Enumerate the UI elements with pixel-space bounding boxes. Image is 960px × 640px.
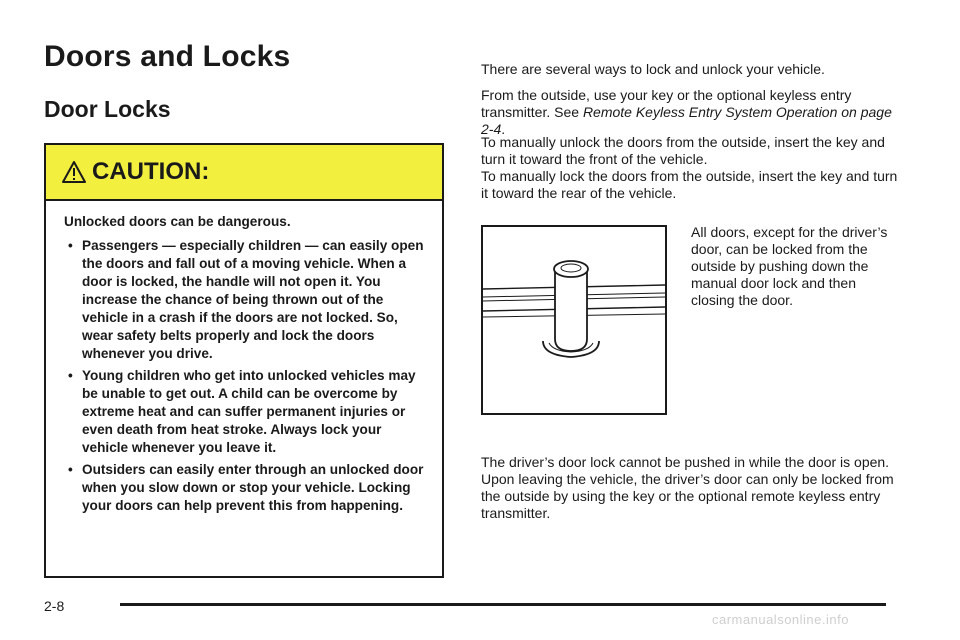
- section-heading: Door Locks: [44, 96, 171, 122]
- bullet-icon: •: [68, 238, 73, 253]
- watermark: carmanualsonline.info: [712, 612, 849, 627]
- outside-text-end: .: [501, 121, 506, 137]
- page-number: 2-8: [44, 598, 65, 614]
- outside-paragraph: [481, 87, 901, 138]
- caution-item: [64, 461, 424, 515]
- footer-rule: [120, 603, 886, 606]
- caution-lead: Unlocked doors can be dangerous.: [64, 214, 291, 229]
- door-lock-paragraph: All doors, except for the driver’s door, can be locked from the outside by pushing down the manual door lock and then closing the door.: [691, 224, 888, 308]
- caution-item: [64, 237, 424, 363]
- warning-triangle-icon: [62, 160, 86, 184]
- intro-paragraph: There are several ways to lock and unlock your vehicle.: [481, 61, 825, 77]
- outside-text: From the outside, use your key or the optional keyless entry transmitter. See: [481, 87, 852, 120]
- bullet-icon: •: [68, 368, 73, 383]
- caution-title: CAUTION:: [92, 158, 210, 185]
- manual-lock-paragraph: [481, 134, 901, 202]
- driver-door-paragraph: The driver’s door lock cannot be pushed in while the door is open. Upon leaving the vehicle, the driver’s door can only be locked from the outside by using the key or the optional remote keyless entry transmitter.: [481, 454, 894, 521]
- door-lock-knob-icon: [483, 227, 665, 413]
- caution-list: [64, 237, 424, 515]
- bullet-icon: •: [68, 462, 73, 477]
- caution-box: [44, 143, 444, 578]
- caution-item-text: Passengers — especially children — can easily open the doors and fall out of a moving vehicle. When a door is locked, the handle will not open it. You increase the chance of being thrown out of the vehicle in a crash if the doors are not locked. So, wear safety belts properly and lock the doors whenever you drive.: [82, 238, 424, 361]
- unlock-instruction: To manually unlock the doors from the outside, insert the key and turn it toward the front of the vehicle.: [481, 134, 885, 167]
- caution-item-text: Young children who get into unlocked vehicles may be unable to get out. A child can be overcome by extreme heat and can suffer permanent injuries or even death from heat stroke. Always lock your vehicle whenever you leave it.: [82, 368, 416, 455]
- page-title: Doors and Locks: [44, 40, 291, 73]
- caution-body: [46, 201, 442, 515]
- lock-instruction: To manually lock the doors from the outside, insert the key and turn it toward the rear of the vehicle.: [481, 168, 898, 201]
- caution-item-text: Outsiders can easily enter through an unlocked door when you slow down or stop your vehicle. Locking your doors can help prevent this from happening.: [82, 462, 424, 513]
- door-lock-illustration: [481, 225, 667, 415]
- cross-reference: Remote Keyless Entry System Operation on page 2-4: [481, 104, 892, 137]
- caution-header: [46, 145, 442, 201]
- caution-item: [64, 367, 424, 457]
